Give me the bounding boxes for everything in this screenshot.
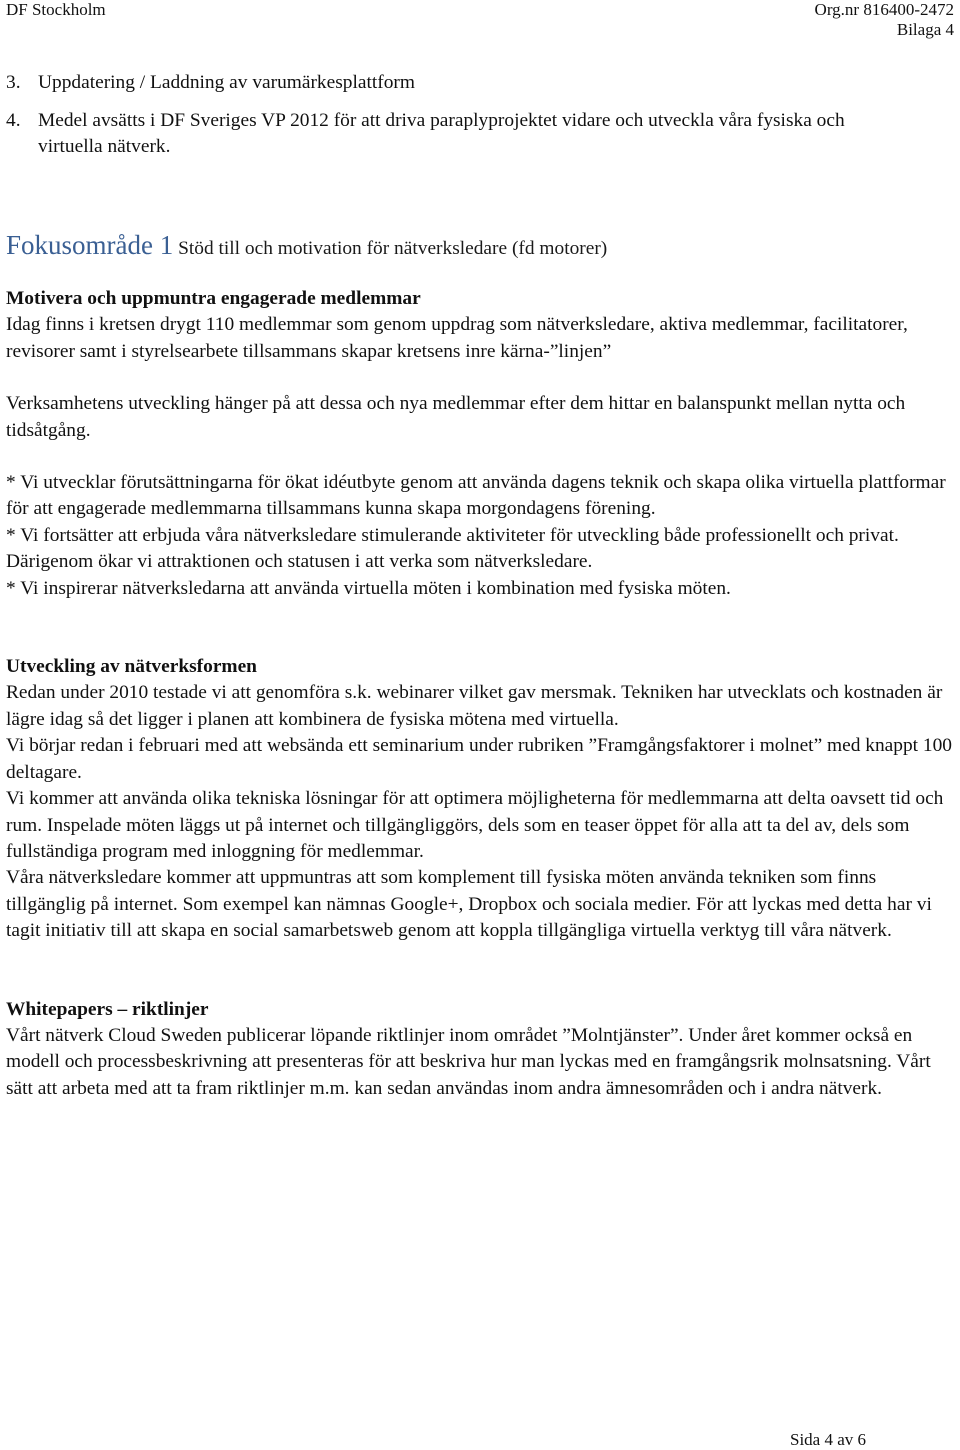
page-number: Sida 4 av 6 xyxy=(790,1430,867,1449)
main-content xyxy=(6,228,952,1102)
paragraph: Våra nätverksledare kommer att uppmuntras att som komplement till fysiska möten använda tekniken som finns tillgänglig på internet. Som exempel kan nämnas Google+, Dropbox och sociala medier. För att lyckas med detta har vi tagit initiativ till att skapa en social samarbetsweb genom att koppla tillgängliga virtuella verktyg till våra nätverk. xyxy=(6,867,932,942)
numbered-list xyxy=(6,70,906,172)
section-heading: Whitepapers – riktlinjer xyxy=(6,998,209,1020)
focus-area-text: Stöd till och motivation för nätverksledare (fd motorer) xyxy=(173,238,608,259)
list-number: 4. xyxy=(6,110,21,131)
section-heading: Motivera och uppmuntra engagerade medlemmar xyxy=(6,288,421,309)
paragraph: Idag finns i kretsen drygt 110 medlemmar som genom uppdrag som nätverksledare, aktiva medlemmar, facilitatorer, revisorer samt i styrelsearbete tillsammans skapar kretsens inre kärna-”linjen” xyxy=(6,314,908,362)
header-right xyxy=(815,0,954,40)
paragraph: Vi kommer att använda olika tekniska lösningar för att optimera möjligheterna för medlemmarna att delta oavsett tid och rum. Inspelade möten läggs ut på internet och tillgängliggörs, dels som en teaser öppet för alla att ta del av, dels som fullständiga program med inloggning för medlemmar. xyxy=(6,788,944,862)
bullet-item: * Vi fortsätter att erbjuda våra nätverksledare stimulerande aktiviteter för utveckling både professionellt och privat. Därigenom ökar vi attraktionen och statusen i att verka som nätverksledare. xyxy=(6,524,899,573)
list-item xyxy=(6,108,906,160)
section-heading: Utveckling av nätverksformen xyxy=(6,656,257,678)
list-text: Uppdatering / Laddning av varumärkesplattform xyxy=(38,72,415,93)
attachment-label: Bilaga 4 xyxy=(896,20,954,39)
paragraph: Vårt nätverk Cloud Sweden publicerar löpande riktlinjer inom området ”Molntjänster”. Under året kommer också en modell och processbeskrivning att presenteras för att beskriva hur man lyckas med en framgångsrik molnsatsning. Vårt sätt att arbeta med att ta fram riktlinjer m.m. kan sedan användas inom andra ämnesområden och i andra nätverk. xyxy=(6,1024,931,1099)
focus-area-title xyxy=(6,228,952,266)
bullet-item: * Vi utvecklar förutsättningarna för ökat idéutbyte genom att använda dagens teknik och skapa olika virtuella plattformar för att engagerade medlemmarna tillsammans kunna skapa morgondagens förening. xyxy=(6,472,946,520)
paragraph: Redan under 2010 testade vi att genomföra s.k. webinarer vilket gav mersmak. Tekniken har utvecklats och kostnaden är lägre idag så det ligger i planen att kombinera de fysiska mötena med virtuella. xyxy=(6,682,943,730)
paragraph: Vi börjar redan i februari med att websända ett seminarium under rubriken ”Framgångsfaktorer i molnet” med knappt 100 deltagare. xyxy=(6,735,952,783)
list-number: 3. xyxy=(6,72,21,93)
bullet-item: * Vi inspirerar nätverksledarna att använda virtuella möten i kombination med fysiska möten. xyxy=(6,577,731,599)
focus-area-label: Fokusområde 1 xyxy=(6,230,174,260)
list-text: Medel avsätts i DF Sveriges VP 2012 för att driva paraplyprojektet vidare och utveckla våra fysiska och virtuella nätverk. xyxy=(38,110,845,157)
list-item xyxy=(6,70,906,96)
header-left: DF Stockholm xyxy=(6,0,106,19)
org-number: Org.nr 816400-2472 xyxy=(814,0,954,19)
paragraph: Verksamhetens utveckling hänger på att dessa och nya medlemmar efter dem hittar en balanspunkt mellan nytta och tidsåtgång. xyxy=(6,393,906,441)
